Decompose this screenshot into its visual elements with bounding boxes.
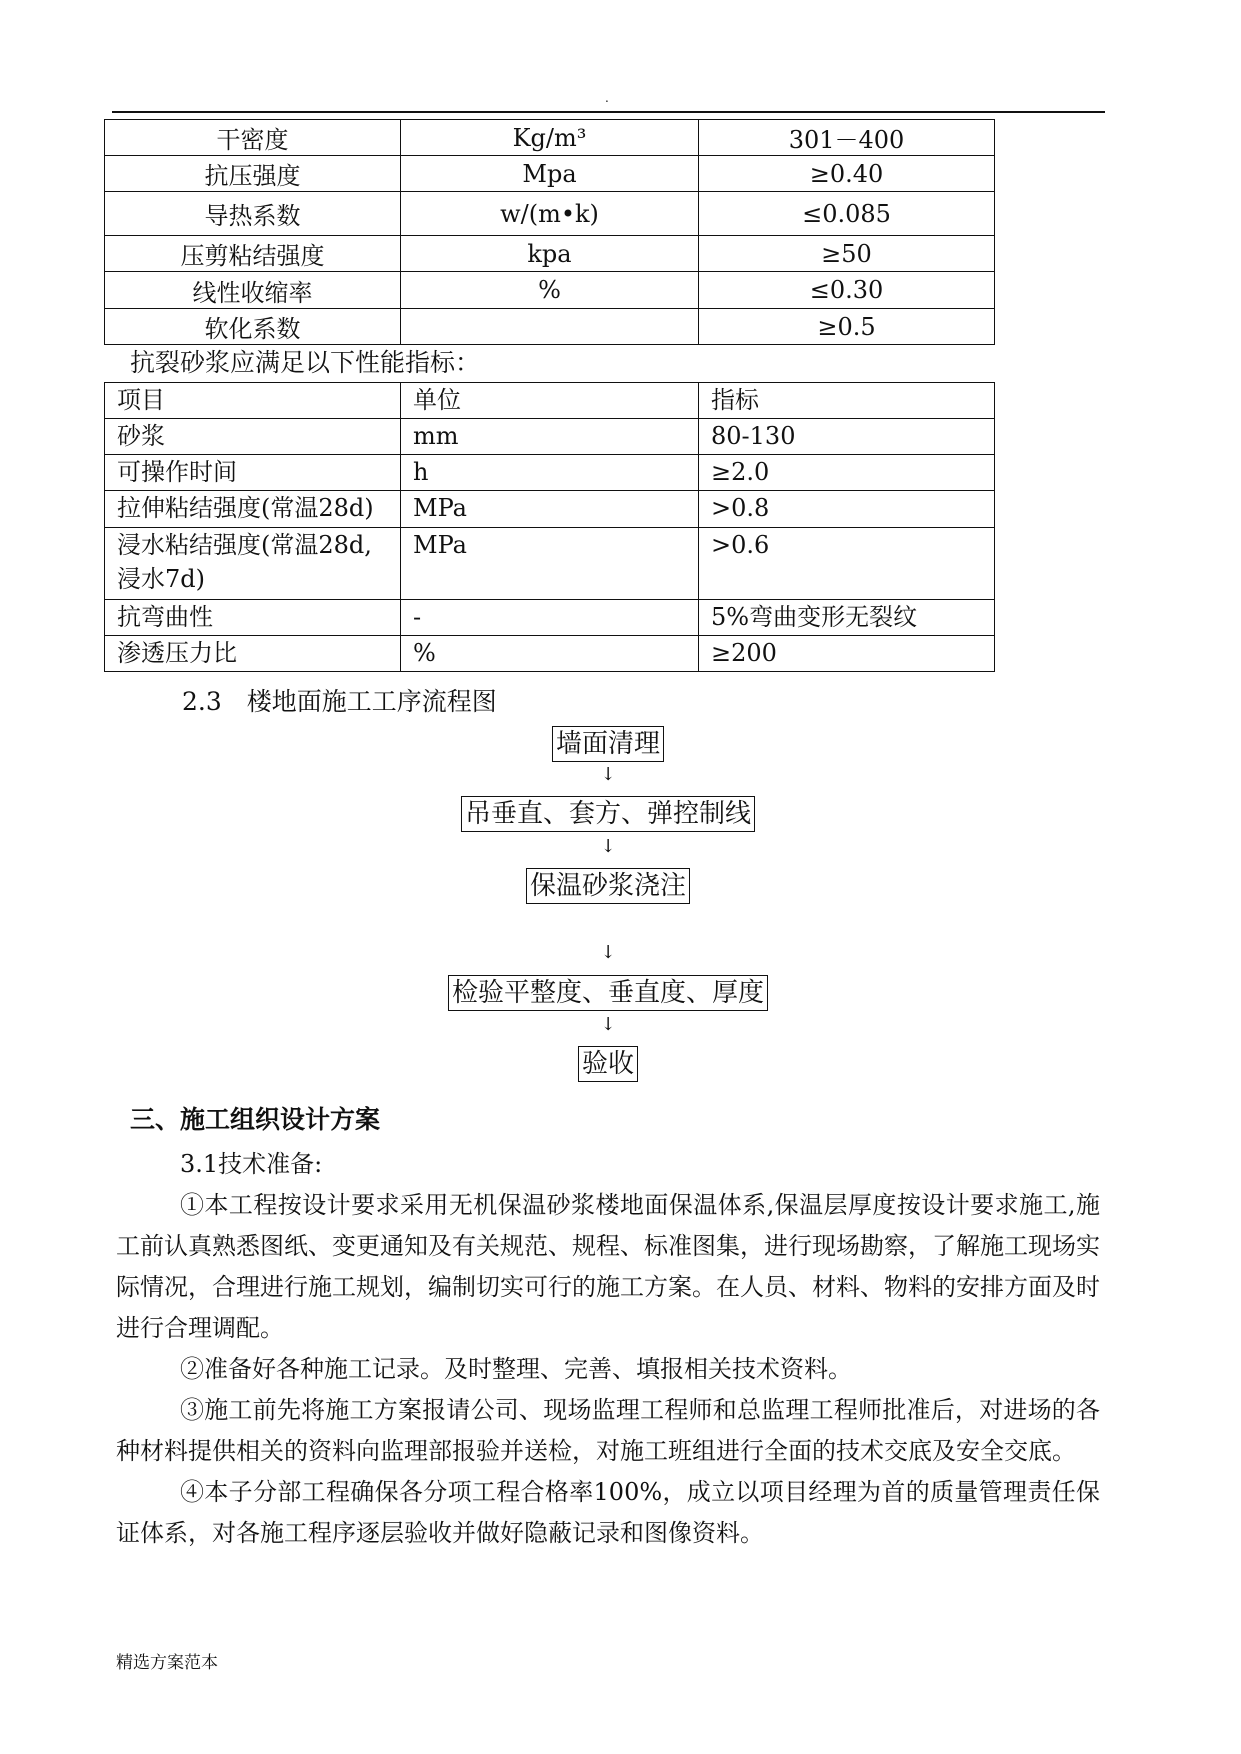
table-cell: MPa [401, 528, 699, 600]
table-row [105, 120, 995, 156]
page-footer: 精选方案范本 [116, 1653, 218, 1673]
table-row [105, 419, 995, 455]
flow-step-control-lines: 吊垂直、套方、弹控制线 [461, 796, 755, 832]
table-row [105, 192, 995, 236]
table-cell: 5%弯曲变形无裂纹 [699, 600, 995, 636]
table-cell: ≥2.0 [699, 455, 995, 491]
table-cell: mm [401, 419, 699, 455]
table-row [105, 309, 995, 345]
arrow-down-icon: ↓ [600, 942, 616, 963]
column-header: 项目 [105, 383, 401, 419]
table-cell: 渗透压力比 [105, 636, 401, 672]
flow-step-acceptance: 验收 [578, 1046, 638, 1082]
column-header: 指标 [699, 383, 995, 419]
table-row [105, 600, 995, 636]
table-header-row [105, 383, 995, 419]
cell-line: 浸水粘结强度(常温28d, [117, 531, 372, 559]
table-cell: >0.6 [699, 528, 995, 600]
table-cell: - [401, 600, 699, 636]
table-cell: 导热系数 [105, 192, 401, 236]
flow-step-mortar-pouring: 保温砂浆浇注 [526, 868, 690, 904]
table-row [105, 636, 995, 672]
table-cell: 软化系数 [105, 309, 401, 345]
table-cell: % [401, 636, 699, 672]
table-cell: 301－400 [699, 120, 995, 156]
paragraph: ①本工程按设计要求采用无机保温砂浆楼地面保温体系,保温层厚度按设计要求施工,施工前认真熟悉图纸、变更通知及有关规范、规程、标准图集，进行现场勘察，了解施工现场实际情况，合理进行施工规划，编制切实可行的施工方案。在人员、材料、物料的安排方面及时进行合理调配。 [116, 1191, 1100, 1342]
arrow-down-icon: ↓ [600, 764, 616, 785]
table-cell: ≥200 [699, 636, 995, 672]
table-cell: 干密度 [105, 120, 401, 156]
table-cell: ≤0.30 [699, 272, 995, 309]
table-caption: 抗裂砂浆应满足以下性能指标： [130, 348, 481, 377]
table-cell: kpa [401, 236, 699, 272]
table-cell: ≥0.40 [699, 156, 995, 192]
flow-step-inspection: 检验平整度、垂直度、厚度 [448, 975, 768, 1011]
table-cell [401, 309, 699, 345]
paragraph: ③施工前先将施工方案报请公司、现场监理工程师和总监理工程师批准后，对进场的各种材料提供相关的资料向监理部报验并送检，对施工班组进行全面的技术交底及安全交底。 [116, 1396, 1100, 1465]
section-heading: 三、施工组织设计方案 [130, 1105, 381, 1134]
table-cell: 拉伸粘结强度(常温28d) [105, 491, 401, 528]
header-rule [112, 111, 1105, 113]
table-cell: 抗压强度 [105, 156, 401, 192]
table-cell: % [401, 272, 699, 309]
table-cell [105, 528, 401, 600]
table-row [105, 491, 995, 528]
table-cell: w/(m•k) [401, 192, 699, 236]
table-row [105, 236, 995, 272]
arrow-down-icon: ↓ [600, 836, 616, 857]
table-cell: ≤0.085 [699, 192, 995, 236]
table-cell: 抗弯曲性 [105, 600, 401, 636]
flowchart-caption: 2.3 楼地面施工工序流程图 [182, 687, 497, 716]
table-cell: Kg/m³ [401, 120, 699, 156]
table-cell: ≥50 [699, 236, 995, 272]
table-row [105, 528, 995, 600]
arrow-down-icon: ↓ [600, 1014, 616, 1035]
table-cell: 可操作时间 [105, 455, 401, 491]
column-header: 单位 [401, 383, 699, 419]
table-row [105, 272, 995, 309]
table-cell: 砂浆 [105, 419, 401, 455]
table-cell: 80-130 [699, 419, 995, 455]
table-cell: 压剪粘结强度 [105, 236, 401, 272]
subsection-heading: 3.1技术准备: [180, 1150, 323, 1178]
table-cell: Mpa [401, 156, 699, 192]
table-row [105, 455, 995, 491]
table-cell: >0.8 [699, 491, 995, 528]
table-cell: ≥0.5 [699, 309, 995, 345]
table-cell: 线性收缩率 [105, 272, 401, 309]
table-cell: h [401, 455, 699, 491]
flow-step-wall-cleaning: 墙面清理 [552, 726, 664, 762]
cell-line: 浸水7d) [117, 565, 205, 593]
paragraph: ④本子分部工程确保各分项工程合格率100%，成立以项目经理为首的质量管理责任保证体系，对各施工程序逐层验收并做好隐蔽记录和图像资料。 [116, 1478, 1100, 1547]
mortar-performance-table [104, 382, 995, 672]
table-cell: MPa [401, 491, 699, 528]
header-mark: . [605, 91, 609, 105]
material-properties-table [104, 119, 995, 345]
paragraph: ②准备好各种施工记录。及时整理、完善、填报相关技术资料。 [180, 1355, 852, 1383]
table-row [105, 156, 995, 192]
section-body [116, 1144, 1100, 1554]
